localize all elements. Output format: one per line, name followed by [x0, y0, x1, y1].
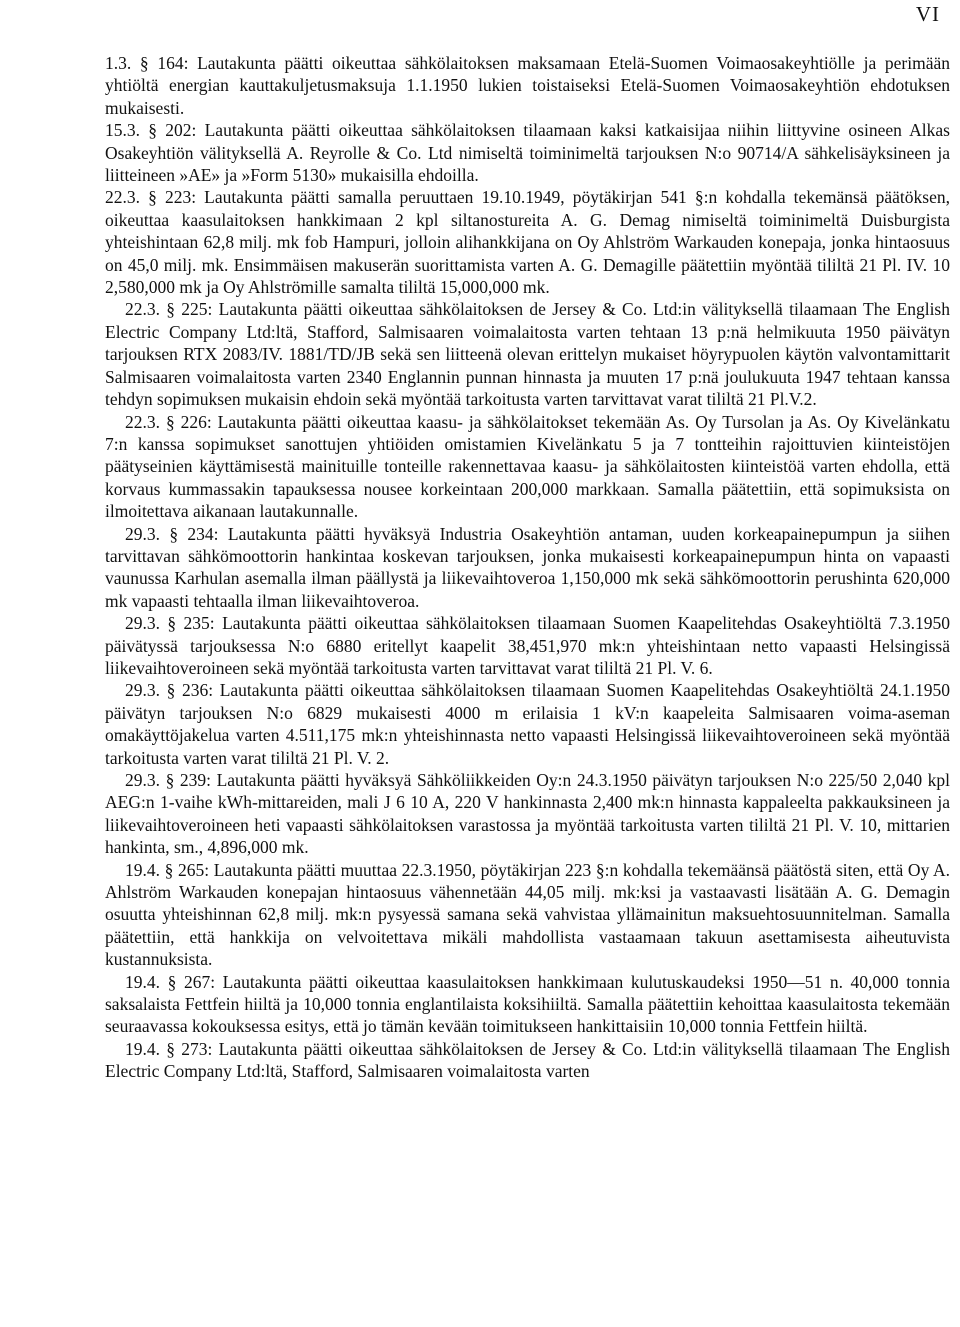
paragraph-12: 19.4. § 273: Lautakunta päätti oikeuttaa sähkölaitoksen de Jersey & Co. Ltd:in välityksellä tilaamaan The English Electric Company Ltd:ltä, Stafford, Salmisaaren voimalaitosta varten — [105, 1038, 950, 1082]
paragraph-11: 19.4. § 267: Lautakunta päätti oikeuttaa kaasulaitoksen hankkimaan kulutuskaudeksi 1950—51 n. 40,000 tonnia saksalaista Fettfein hiiltä ja 10,000 tonnia englantilaista koksihiiltä. Samalla päätettiin kehoittaa kaasulaitosta tekemään seuraavassa kokouksessa esitys, että jo tämän kevään toimitukseen hankittaisiin 10,000 tonnia Fettfein hiiltä. — [105, 971, 950, 1037]
paragraph-8: 29.3. § 236: Lautakunta päätti oikeuttaa sähkölaitoksen tilaamaan Suomen Kaapelitehdas Osakeyhtiöltä 24.1.1950 päivätyn tarjouksen N:o 6829 mukaisesti 4000 m erilaisia 1 kV:n kaapeleita Salmisaaren voima-aseman omakäyttöjakelua varten 4.511,175 mk:n yhteishinnasta netto vapaasti Helsingissä liikevaihtoveroineen sekä myöntää tarkoitusta varten varat tililtä 21 Pl. V. 2. — [105, 680, 950, 768]
paragraph-5: 22.3. § 226: Lautakunta päätti oikeuttaa kaasu- ja sähkölaitokset tekemään As. Oy Tursolan ja As. Oy Kivelänkatu 7:n kanssa sopimukset sanottujen yhtiöiden omistamien Kivelänkatu 5 ja 7 tontteihin rajoittuvien kiinteistöjen päätyseinien käyttämisestä mainituille tonteille rakennettavaa kaasu- ja sähkölaitosten kiinteistöä varten ehdolla, että korvaus kummassakin tapauksessa nousee korkeintaan 200,000 markkaan. Samalla päätettiin, että sopimuksista on ilmoitettava aikanaan lautakunnalle. — [105, 411, 950, 522]
page-number: VI — [915, 2, 940, 26]
document-body — [105, 52, 950, 1083]
paragraph-10: 19.4. § 265: Lautakunta päätti muuttaa 22.3.1950, pöytäkirjan 223 §:n kohdalla tekemäänsä päätöstä siten, että Oy A. Ahlström Warkauden konepajan hintaosuus vähennetään 44,05 milj. mk:ksi ja vastaavasti lisätään A. G. Demagin osuutta yhteishinnan 62,8 milj. mk:n pysyessä samana sekä vahvistaa yllämainitun maksuehtosuunnitelman. Samalla päätettiin, että hankkija on velvoitettava mikäli mahdollista vastaamaan takuun asettamisesta aiheutuvista kustannuksista. — [105, 859, 950, 970]
paragraph-6: 29.3. § 234: Lautakunta päätti hyväksyä Industria Osakeyhtiön antaman, uuden korkeapainepumpun ja siihen tarvittavan sähkömoottorin hankintaa koskevan tarjouksen, jonka mukaisesti korkeapainepumpun hinta on vapaasti vaunussa Karhulan asemalla ilman päällystä ja liikevaihtoveroa 1,150,000 mk sekä sähkömoottorin perushinta 620,000 mk vapaasti tehtaalla ilman liikevaihtoveroa. — [105, 523, 950, 611]
paragraph-3: 22.3. § 223: Lautakunta päätti samalla peruuttaen 19.10.1949, pöytäkirjan 541 §:n kohdalla tekemänsä päätöksen, oikeuttaa kaasulaitoksen hankkimaan 2 kpl siltanostureita A. G. Demag nimiseltä toiminimeltä Duisburgista yhteishintaan 62,8 milj. mk fob Hampuri, jolloin alihankkijana on Oy Ahlström Warkauden konepaja, jonka hintaosuus on 45,0 milj. mk. Ensimmäisen makuserän suorittamista varten A. G. Demagille päätettiin myöntää tililtä 21 Pl. IV. 10 2,580,000 mk ja Oy Ahlströmille samalta tililtä 15,000,000 mk. — [105, 187, 950, 298]
paragraph-2: 15.3. § 202: Lautakunta päätti oikeuttaa sähkölaitoksen tilaamaan kaksi katkaisijaa niihin liittyvine osineen Alkas Osakeyhtiön välityksellä A. Reyrolle & Co. Ltd nimiseltä toiminimeltä tarjouksen N:o 90714/A sähkelisäyksineen ja liitteineen »AE» ja »Form 5130» mukaisilla ehdoilla. — [105, 120, 950, 186]
paragraph-7: 29.3. § 235: Lautakunta päätti oikeuttaa sähkölaitoksen tilaamaan Suomen Kaapelitehdas Osakeyhtiöltä 7.3.1950 päivätyssä tarjouksessa N:o 6880 eritellyt kaapelit 38,451,970 mk:n yhteishintaan netto vapaasti Helsingissä liikevaihtoveroineen sekä myöntää tarkoitusta varten tarvittavat varat tililtä 21 Pl. V. 6. — [105, 613, 950, 678]
paragraph-1: 1.3. § 164: Lautakunta päätti oikeuttaa sähkölaitoksen maksamaan Etelä-Suomen Voimaosakeyhtiölle ja perimään yhtiöltä energian kauttakuljetusmaksuja 1.1.1950 lukien toistaiseksi Etelä-Suomen Voimaosakeyhtiön ehdotuksen mukaisesti. — [105, 53, 950, 118]
paragraph-4: 22.3. § 225: Lautakunta päätti oikeuttaa sähkölaitoksen de Jersey & Co. Ltd:in välityksellä tilaamaan The English Electric Company Ltd:ltä, Stafford, Salmisaaren voimalaitosta varten tehtaan 13 p:nä helmikuuta 1950 päivätyn tarjouksen RTX 2083/IV. 1881/TD/JB sekä sen liitteenä olevan erittelyn mukaiset höyrypuolen käytön valvontamittarit Salmisaaren voimalaitosta varten 2340 Englannin punnan hinnasta ja muuten 17 p:nä joulukuuta 1947 tehtaan kanssa tehdyn sopimuksen mukaisin ehdoin sekä myöntää tarkoitusta varten tarvittavat varat tililtä 21 Pl.V.2. — [105, 299, 950, 410]
paragraph-9: 29.3. § 239: Lautakunta päätti hyväksyä Sähköliikkeiden Oy:n 24.3.1950 päivätyn tarjouksen N:o 225/50 2,040 kpl AEG:n 1-vaihe kWh-mittareiden, mali J 6 10 A, 220 V hankinnasta 2,400 mk:n hinnasta kappaleelta pakkauksineen ja liikevaihtoveroineen heti vapaasti sähkölaitoksen varastossa ja myöntää tarkoitusta varten tililtä 21 Pl. V. 10, mittarien hankinta, sm., 4,896,000 mk. — [105, 770, 950, 858]
